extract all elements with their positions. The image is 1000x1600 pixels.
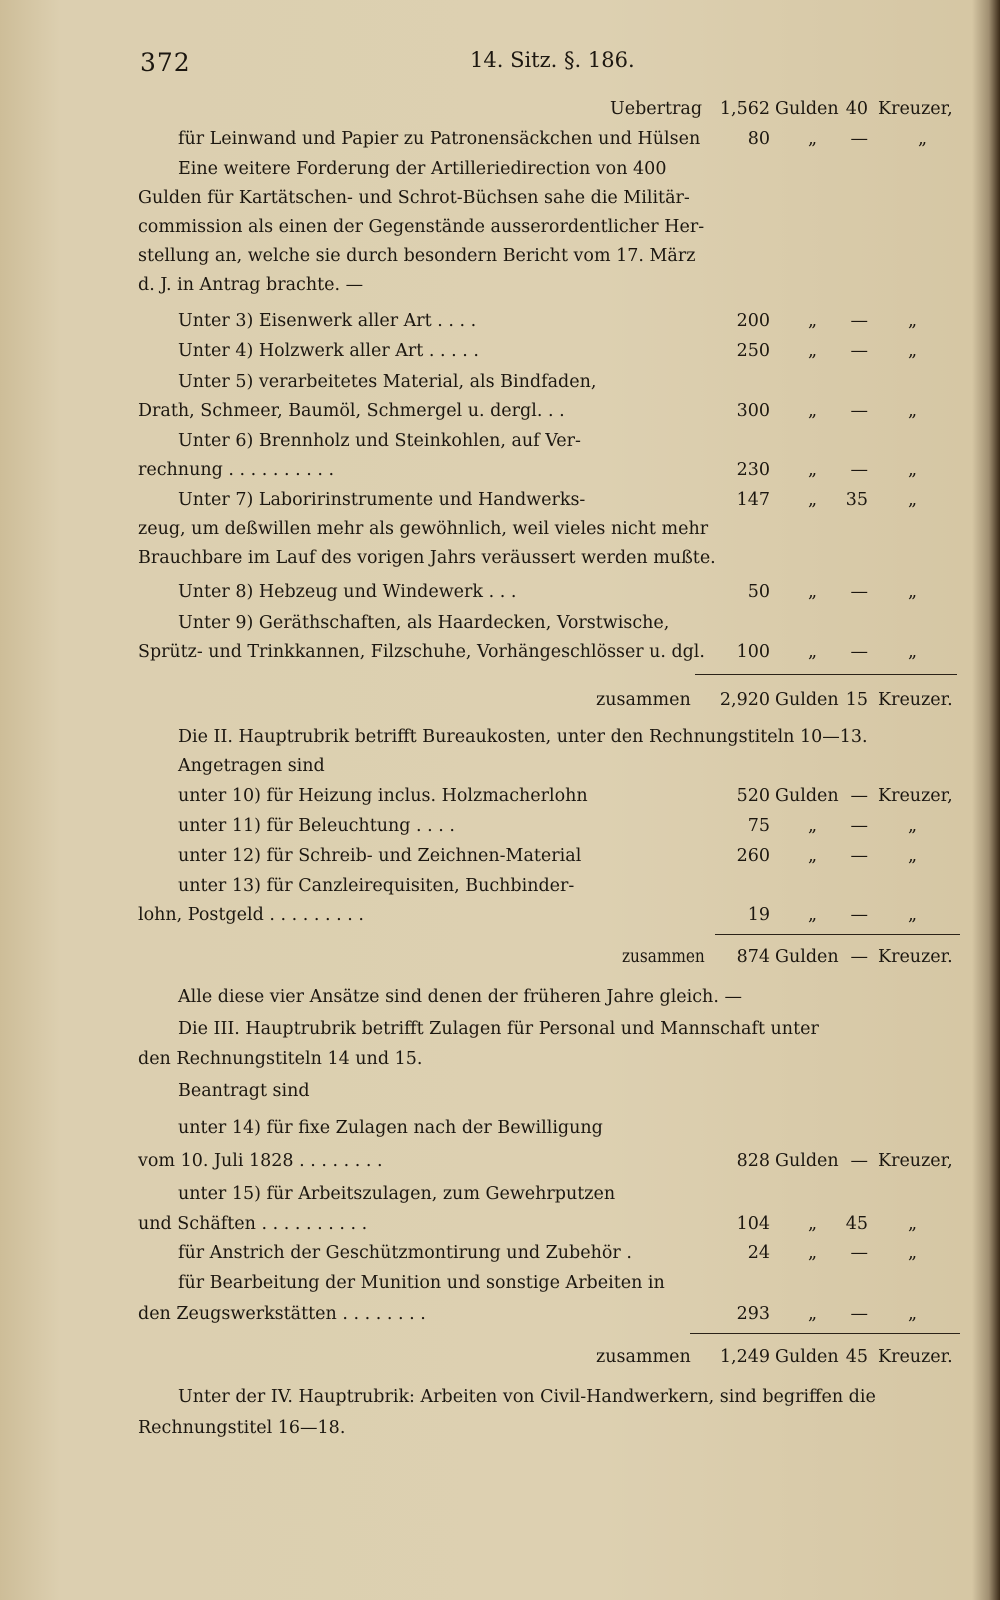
row13-unit2: „ xyxy=(908,905,918,925)
uebertrag-amount: 1,562 xyxy=(719,99,770,119)
total2-minor: — xyxy=(850,947,868,967)
row11-unit1: „ xyxy=(808,816,818,836)
row-anstrich-unit2: „ xyxy=(908,1243,918,1263)
row15-unit1: „ xyxy=(808,1214,818,1234)
row-bearbeitung-unit2: „ xyxy=(908,1304,918,1324)
row3-text: Unter 3) Eisenwerk aller Art . . . . xyxy=(178,311,477,331)
section3-intro-line2: den Rechnungstiteln 14 und 15. xyxy=(138,1049,423,1069)
row10-unit2: Kreuzer, xyxy=(878,786,953,806)
section4-intro-line2: Rechnungstitel 16—18. xyxy=(138,1418,346,1438)
row15-amount: 104 xyxy=(736,1214,770,1234)
section3-intro-line1: Die III. Hauptrubrik betrifft Zulagen für Personal und Mannschaft unter xyxy=(178,1019,819,1039)
row13-amount: 19 xyxy=(747,905,770,925)
row-leinwand-unit2: „ xyxy=(918,129,928,149)
total1-amount: 2,920 xyxy=(719,690,770,710)
row7-amount: 147 xyxy=(736,490,770,510)
row10-unit1: Gulden xyxy=(775,786,839,806)
row13-text: lohn, Postgeld . . . . . . . . . xyxy=(138,905,364,925)
total3-label: zusammen xyxy=(596,1347,691,1367)
section2-lead: Angetragen sind xyxy=(178,756,325,776)
row15-unit2: „ xyxy=(908,1214,918,1234)
row5-unit2: „ xyxy=(908,401,918,421)
row4-minor: — xyxy=(850,341,868,361)
row4-unit2: „ xyxy=(908,341,918,361)
total2-label: zusammen xyxy=(622,947,705,967)
row5-amount: 300 xyxy=(736,401,770,421)
para-line: stellung an, welche sie durch besondern Bericht vom 17. März xyxy=(138,246,696,266)
section4-intro-line1: Unter der IV. Hauptrubrik: Arbeiten von Civil-Handwerkern, sind begriffen die xyxy=(178,1387,876,1407)
row4-unit1: „ xyxy=(808,341,818,361)
para-line: Eine weitere Forderung der Artilleriedirection von 400 xyxy=(178,159,667,179)
row-leinwand-text: für Leinwand und Papier zu Patronensäckchen und Hülsen xyxy=(178,129,701,149)
row3-minor: — xyxy=(850,311,868,331)
row9-line1: Unter 9) Geräthschaften, als Haardecken, Vorstwische, xyxy=(178,613,670,633)
row9-text: Sprütz- und Trinkkannen, Filzschuhe, Vorhängeschlösser u. dgl. xyxy=(138,642,705,662)
row-bearbeitung-text: den Zeugswerkstätten . . . . . . . . xyxy=(138,1304,426,1324)
row13-minor: — xyxy=(850,905,868,925)
row15-minor: 45 xyxy=(845,1214,868,1234)
row5-line1: Unter 5) verarbeitetes Material, als Bindfaden, xyxy=(178,372,597,392)
row12-text: unter 12) für Schreib- und Zeichnen-Material xyxy=(178,846,582,866)
uebertrag-unit1: Gulden xyxy=(775,99,839,119)
row15-text: und Schäften . . . . . . . . . . xyxy=(138,1214,368,1234)
row-bearbeitung-minor: — xyxy=(850,1304,868,1324)
running-header: 14. Sitz. §. 186. xyxy=(470,48,635,72)
row8-amount: 50 xyxy=(747,582,770,602)
row-leinwand-unit1: „ xyxy=(808,129,818,149)
total3-amount: 1,249 xyxy=(719,1347,770,1367)
uebertrag-label: Uebertrag xyxy=(610,99,703,119)
row9-unit1: „ xyxy=(808,642,818,662)
row-bearbeitung-line1: für Bearbeitung der Munition und sonstige Arbeiten in xyxy=(178,1273,665,1293)
row12-minor: — xyxy=(850,846,868,866)
row7-unit2: „ xyxy=(908,490,918,510)
row10-amount: 520 xyxy=(736,786,770,806)
row5-text: Drath, Schmeer, Baumöl, Schmergel u. dergl. . . xyxy=(138,401,565,421)
para-line: Gulden für Kartätschen- und Schrot-Büchsen sahe die Militär- xyxy=(138,188,690,208)
row6-unit2: „ xyxy=(908,460,918,480)
row6-amount: 230 xyxy=(736,460,770,480)
row14-amount: 828 xyxy=(736,1151,770,1171)
total1-unit2: Kreuzer. xyxy=(878,690,953,710)
para-line: commission als einen der Gegenstände ausserordentlicher Her- xyxy=(138,217,705,237)
row14-text: vom 10. Juli 1828 . . . . . . . . xyxy=(138,1151,383,1171)
row8-text: Unter 8) Hebzeug und Windewerk . . . xyxy=(178,582,517,602)
section3-lead: Beantragt sind xyxy=(178,1081,310,1101)
row9-minor: — xyxy=(850,642,868,662)
row13-unit1: „ xyxy=(808,905,818,925)
row-leinwand-amount: 80 xyxy=(747,129,770,149)
row14-unit1: Gulden xyxy=(775,1151,839,1171)
row10-text: unter 10) für Heizung inclus. Holzmacherlohn xyxy=(178,786,588,806)
total2-amount: 874 xyxy=(736,947,770,967)
row-anstrich-unit1: „ xyxy=(808,1243,818,1263)
row8-unit1: „ xyxy=(808,582,818,602)
total3-unit2: Kreuzer. xyxy=(878,1347,953,1367)
row11-text: unter 11) für Beleuchtung . . . . xyxy=(178,816,455,836)
row9-amount: 100 xyxy=(736,642,770,662)
row11-minor: — xyxy=(850,816,868,836)
total1-unit1: Gulden xyxy=(775,690,839,710)
row13-line1: unter 13) für Canzleirequisiten, Buchbinder- xyxy=(178,876,575,896)
row7-line3: Brauchbare im Lauf des vorigen Jahrs veräussert werden mußte. xyxy=(138,548,716,568)
sum-rule xyxy=(695,674,957,675)
total1-minor: 15 xyxy=(845,690,868,710)
total3-unit1: Gulden xyxy=(775,1347,839,1367)
row12-unit2: „ xyxy=(908,846,918,866)
sum-rule xyxy=(715,934,960,935)
row5-minor: — xyxy=(850,401,868,421)
row3-amount: 200 xyxy=(736,311,770,331)
row6-line1: Unter 6) Brennholz und Steinkohlen, auf Ver- xyxy=(178,431,581,451)
row-anstrich-amount: 24 xyxy=(747,1243,770,1263)
row-anstrich-text: für Anstrich der Geschützmontirung und Zubehör . xyxy=(178,1243,632,1263)
row10-minor: — xyxy=(850,786,868,806)
row14-unit2: Kreuzer, xyxy=(878,1151,953,1171)
section2-note: Alle diese vier Ansätze sind denen der früheren Jahre gleich. — xyxy=(178,987,742,1007)
total2-unit2: Kreuzer. xyxy=(878,947,953,967)
row5-unit1: „ xyxy=(808,401,818,421)
row6-text: rechnung . . . . . . . . . . xyxy=(138,460,335,480)
row12-unit1: „ xyxy=(808,846,818,866)
uebertrag-minor: 40 xyxy=(845,99,868,119)
row9-unit2: „ xyxy=(908,642,918,662)
row14-minor: — xyxy=(850,1151,868,1171)
row-leinwand-minor: — xyxy=(850,129,868,149)
row8-minor: — xyxy=(850,582,868,602)
row4-amount: 250 xyxy=(736,341,770,361)
row11-unit2: „ xyxy=(908,816,918,836)
row14-line1: unter 14) für fixe Zulagen nach der Bewilligung xyxy=(178,1118,603,1138)
row6-unit1: „ xyxy=(808,460,818,480)
row6-minor: — xyxy=(850,460,868,480)
page-number: 372 xyxy=(140,48,191,77)
row7-line2: zeug, um deßwillen mehr als gewöhnlich, weil vieles nicht mehr xyxy=(138,519,709,539)
row3-unit1: „ xyxy=(808,311,818,331)
row-anstrich-minor: — xyxy=(850,1243,868,1263)
row-bearbeitung-unit1: „ xyxy=(808,1304,818,1324)
uebertrag-unit2: Kreuzer, xyxy=(878,99,953,119)
row15-line1: unter 15) für Arbeitszulagen, zum Gewehrputzen xyxy=(178,1184,616,1204)
row11-amount: 75 xyxy=(747,816,770,836)
row8-unit2: „ xyxy=(908,582,918,602)
row4-text: Unter 4) Holzwerk aller Art . . . . . xyxy=(178,341,479,361)
total3-minor: 45 xyxy=(845,1347,868,1367)
row12-amount: 260 xyxy=(736,846,770,866)
row7-unit1: „ xyxy=(808,490,818,510)
section2-intro: Die II. Hauptrubrik betrifft Bureaukosten, unter den Rechnungstiteln 10—13. xyxy=(178,727,868,747)
page-edge-shadow xyxy=(972,0,1000,1600)
row3-unit2: „ xyxy=(908,311,918,331)
row7-text: Unter 7) Laboririnstrumente und Handwerks- xyxy=(178,490,586,510)
para-line: d. J. in Antrag brachte. — xyxy=(138,275,364,295)
sum-rule xyxy=(690,1333,960,1334)
row-bearbeitung-amount: 293 xyxy=(736,1304,770,1324)
row7-minor: 35 xyxy=(845,490,868,510)
total2-unit1: Gulden xyxy=(775,947,839,967)
total1-label: zusammen xyxy=(596,690,691,710)
